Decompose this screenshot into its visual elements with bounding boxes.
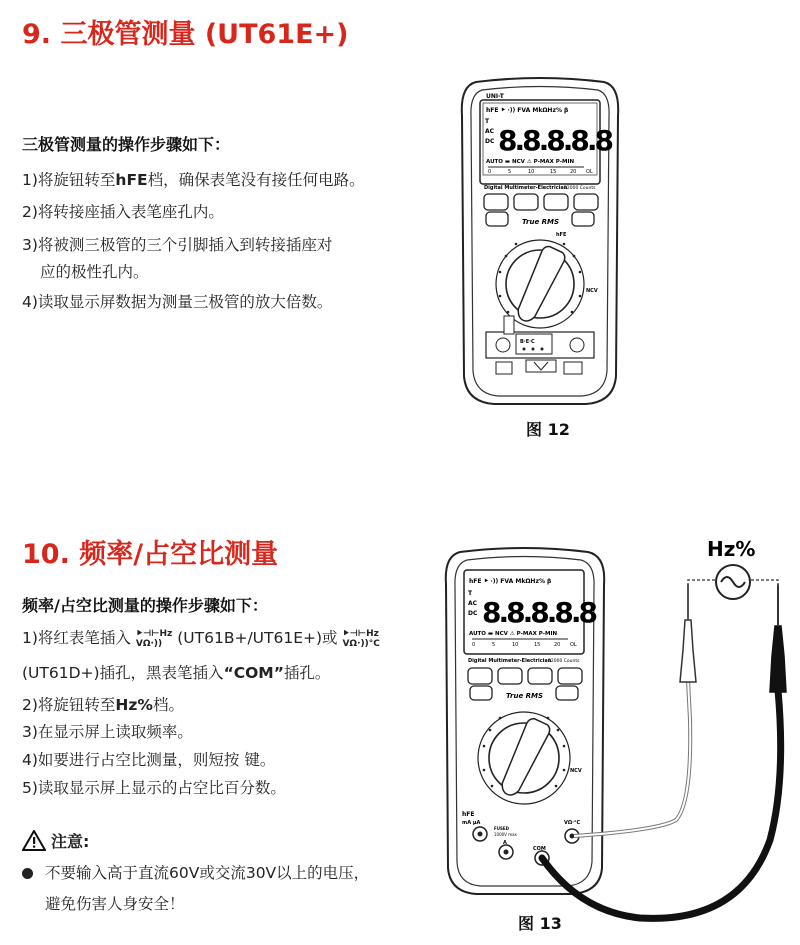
section-10-subtitle: 频率/占空比测量的操作步骤如下：	[22, 596, 268, 615]
meter12-digits: 8.8.8.8.8	[498, 124, 611, 157]
svg-text:15: 15	[550, 169, 557, 175]
meter13-jack-ma: mA µA	[462, 820, 481, 826]
meter12-truerms: True RMS	[522, 218, 560, 226]
meter13-jack-a: A	[503, 840, 507, 846]
figure-13-caption: 图 13	[518, 914, 562, 933]
section-10-title: 10. 频率/占空比测量	[22, 539, 279, 570]
jack-symbol-with-temp-icon: ⯈⊣⊢Hz VΩ·))°C	[342, 628, 380, 649]
meter13-side-ac: AC	[468, 600, 478, 607]
section-9-step-3: 3)将被测三极管的三个引脚插入到转接插座对	[22, 236, 333, 254]
meter12-adapter: B·E·C	[520, 339, 535, 345]
section-10-step-2: 2)将旋钮转至Hz%档。	[22, 696, 184, 714]
meter12-hfe-label: hFE	[556, 232, 567, 238]
meter12-ncv-label: NCV	[586, 288, 598, 294]
section-10-step-1: 1)将红表笔插入 ⯈⊣⊢Hz VΩ·)) (UT61B+/UT61E+)或 ⯈⊣⊢Hz VΩ·))°C	[22, 628, 380, 649]
notice-line-2: 避免伤害人身安全！	[45, 895, 185, 913]
svg-text:5: 5	[492, 642, 496, 648]
meter12-flags: hFE ⯈ ·)) FVA MkΩHz% β	[486, 107, 569, 114]
svg-text:5: 5	[508, 169, 512, 175]
bullet-icon	[22, 868, 33, 879]
meter12-side-t: T	[485, 118, 490, 125]
meter13-fused: FUSED	[494, 826, 509, 831]
section-9-step-1: 1)将旋钮转至hFE档，确保表笔没有接任何电路。	[22, 171, 365, 189]
meter12-side-dc: DC	[485, 138, 495, 145]
warning-triangle-icon	[22, 830, 46, 851]
meter12-model: Digital Multimeter-Electrician	[484, 185, 568, 191]
meter13-jack-v: VΩ·°C	[564, 820, 581, 826]
meter13-counts: 22000 Counts	[548, 659, 580, 664]
svg-text:0: 0	[488, 169, 492, 175]
notice-line-1: 不要输入高于直流60V或交流30V以上的电压，	[22, 861, 369, 883]
svg-text:OL: OL	[570, 642, 577, 648]
meter12-status: AUTO ▬ NCV ⚠ P-MAX P-MIN	[486, 159, 575, 165]
jack-symbol-icon: ⯈⊣⊢Hz VΩ·))	[135, 628, 173, 649]
meter13-status: AUTO ▬ NCV ⚠ P-MAX P-MIN	[469, 631, 558, 637]
section-9-subtitle: 三极管测量的操作步骤如下：	[22, 135, 231, 154]
meter12-side-ac: AC	[485, 128, 495, 135]
meter12-counts: 22000 Counts	[564, 186, 596, 191]
meter13-digits: 8.8.8.8.8	[482, 596, 595, 629]
multimeter-figure-12	[456, 76, 624, 406]
meter12-brand: UNI-T	[486, 93, 504, 100]
svg-text:10: 10	[512, 642, 519, 648]
section-9-step-3-cont: 应的极性孔内。	[40, 263, 149, 281]
signal-label: Hz%	[707, 540, 756, 561]
meter13-jack-hfe: hFE	[462, 811, 475, 818]
section-10-step-3: 3)在显示屏上读取频率。	[22, 723, 193, 741]
multimeter-figure-13	[440, 540, 800, 940]
section-9-step-2: 2)将转接座插入表笔座孔内。	[22, 203, 224, 221]
section-10-step-5: 5)读取显示屏上显示的占空比百分数。	[22, 779, 286, 797]
meter13-truerms: True RMS	[506, 692, 544, 700]
section-10-step-1-cont: (UT61D+)插孔，黑表笔插入“COM”插孔。	[22, 664, 331, 682]
meter13-model: Digital Multimeter-Electrician	[468, 658, 552, 664]
svg-text:10: 10	[528, 169, 535, 175]
svg-text:15: 15	[534, 642, 541, 648]
svg-text:20: 20	[570, 169, 577, 175]
meter13-side-dc: DC	[468, 610, 478, 617]
meter13-max: 1000V max	[494, 832, 517, 837]
red-probe-handle	[680, 620, 696, 682]
meter13-side-t: T	[468, 590, 473, 597]
section-9-step-4: 4)读取显示屏数据为测量三极管的放大倍数。	[22, 293, 333, 311]
section-9-title: 9. 三极管测量 (UT61E+)	[22, 19, 349, 50]
svg-text:OL: OL	[586, 169, 593, 175]
svg-text:0: 0	[472, 642, 476, 648]
meter13-ncv-label: NCV	[570, 768, 582, 774]
black-probe-handle	[770, 626, 786, 692]
notice-heading: 注意:	[22, 829, 89, 852]
meter13-jack-com: COM	[533, 846, 546, 852]
meter13-flags: hFE ⯈ ·)) FVA MkΩHz% β	[469, 578, 552, 585]
svg-text:20: 20	[554, 642, 561, 648]
figure-12-caption: 图 12	[526, 420, 570, 439]
section-10-step-4: 4)如要进行占空比测量，则短按 键。	[22, 751, 276, 769]
